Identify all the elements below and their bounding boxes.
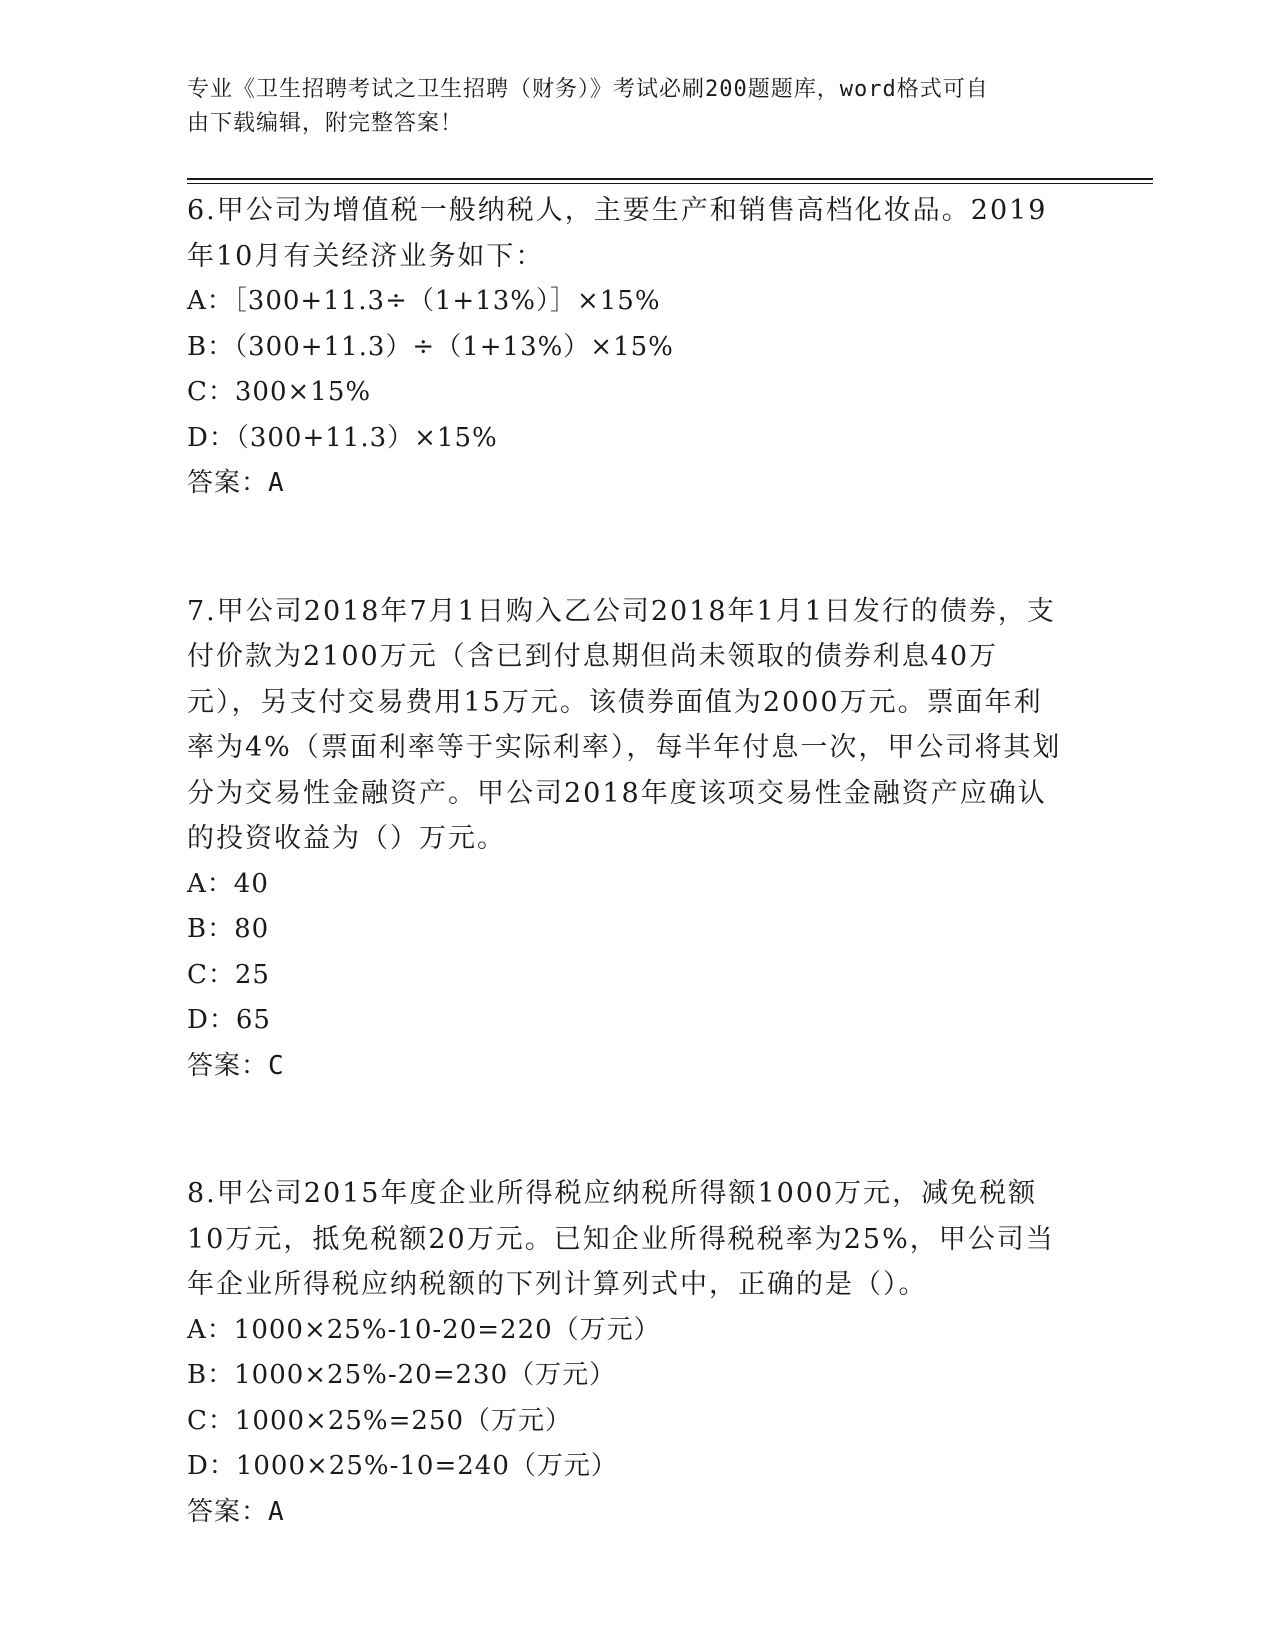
answer-line: [187, 1490, 1067, 1536]
header-line-1: 专业《卫生招聘考试之卫生招聘（财务）》考试必刷200题题库，word格式可自: [187, 77, 989, 102]
answer-label: 答案：: [187, 468, 269, 498]
document-header: [187, 73, 1067, 141]
question-text: 6.甲公司为增值税一般纳税人，主要生产和销售高档化妆品。2019年10月有关经济业务如下：: [187, 195, 1048, 272]
header-line-2: 由下载编辑，附完整答案！: [187, 111, 464, 136]
question-spacer: [187, 1089, 1067, 1171]
answer-line: [187, 461, 1067, 507]
option-d: D：1000×25%-10=240（万元）: [187, 1451, 618, 1481]
option-a: A：1000×25%-10-20=220（万元）: [187, 1314, 661, 1345]
question-list: [187, 188, 1067, 1535]
answer-line: [187, 1044, 1067, 1090]
answer-value: A: [268, 468, 284, 498]
question-text: 7.甲公司2018年7月1日购入乙公司2018年1月1日发行的债券，支付价款为2100万元（含已到付息期但尚未领取的债券利息40万元），另支付交易费用15万元。该债券面值为2000万元。票面年利率为4%（票面利率等于实际利率），每半年付息一次，甲公司将其划分为交易性金融资产。甲公司2018年度该项交易性金融资产应确认的投资收益为（）万元。: [187, 595, 1062, 854]
option-b: B：80: [187, 914, 270, 944]
option-c: C：25: [187, 959, 270, 990]
option-c: C：300×15%: [187, 377, 372, 407]
option-b: B：1000×25%-20=230（万元）: [187, 1360, 617, 1390]
question-6: [187, 188, 1067, 507]
option-b: B：（300+11.3）÷（1+13%）×15%: [187, 331, 674, 362]
answer-label: 答案：: [187, 1050, 269, 1081]
answer-value: C: [268, 1050, 284, 1081]
question-spacer: [187, 507, 1067, 589]
question-text: 8.甲公司2015年度企业所得税应纳税所得额1000万元，减免税额10万元，抵免税额20万元。已知企业所得税税率为25%，甲公司当年企业所得税应纳税额的下列计算列式中，正确的是（）。: [187, 1178, 1055, 1300]
option-a: A：40: [187, 868, 269, 899]
question-7: [187, 589, 1067, 1090]
option-d: D：65: [187, 1005, 271, 1035]
option-a: A：［300+11.3÷（1+13%）］×15%: [187, 286, 661, 316]
header-divider-thick: [187, 178, 1153, 180]
question-8: [187, 1171, 1067, 1535]
header-divider-thin: [187, 183, 1153, 184]
option-c: C：1000×25%=250（万元）: [187, 1405, 573, 1436]
option-d: D：（300+11.3）×15%: [187, 422, 498, 453]
answer-label: 答案：: [187, 1496, 269, 1527]
answer-value: A: [268, 1496, 284, 1527]
